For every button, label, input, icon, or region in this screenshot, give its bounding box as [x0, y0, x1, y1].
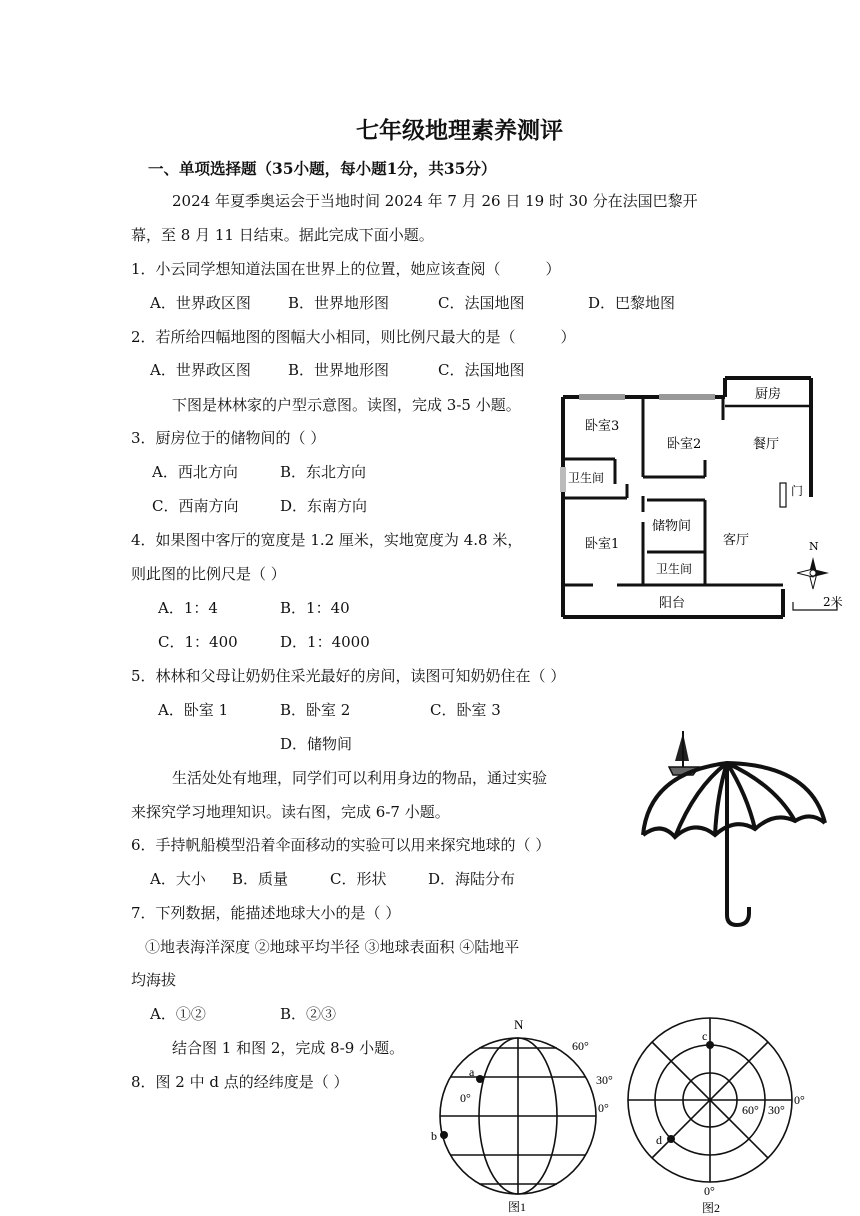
q1-option-d[interactable]: D．巴黎地图 — [588, 294, 676, 312]
kitchen-label: 厨房 — [755, 387, 782, 402]
intro-paragraph-1-line-1: 2024 年夏季奥运会于当地时间 2024 年 7 月 26 日 19 时 30 分在法国巴黎开 — [172, 192, 698, 210]
q6-option-a[interactable]: A．大小 — [150, 870, 206, 888]
globe-2-lat0-label: 0° — [794, 1093, 805, 1107]
point-b-marker — [440, 1131, 448, 1139]
q3-option-b[interactable]: B．东北方向 — [280, 463, 367, 481]
q4-option-d[interactable]: D．1：4000 — [280, 633, 370, 651]
q3-option-c[interactable]: C．西南方向 — [152, 497, 239, 515]
compass-icon — [797, 557, 829, 589]
q1-option-b[interactable]: B．世界地形图 — [288, 294, 390, 312]
storage-label: 储物间 — [652, 519, 692, 534]
question-1-stem: 1．小云同学想知道法国在世界上的位置，她应该查阅（ ） — [131, 260, 561, 278]
question-7-items-line-1: ①地表海洋深度 ②地球平均半径 ③地球表面积 ④陆地平 — [145, 938, 520, 956]
floor-plan-walls — [563, 378, 811, 617]
door-symbol — [780, 483, 786, 507]
dining-label: 餐厅 — [753, 437, 780, 452]
point-c-label: c — [702, 1029, 708, 1043]
floor-plan-figure — [555, 372, 855, 622]
scale-label: 2米 — [823, 595, 843, 609]
q2-option-c[interactable]: C．法国地图 — [438, 361, 525, 379]
globe-1-lat30-label: 30° — [596, 1073, 613, 1087]
question-6-stem: 6．手持帆船模型沿着伞面移动的实验可以用来探究地球的（ ） — [131, 836, 551, 854]
point-b-label: b — [431, 1129, 437, 1143]
door-label: 门 — [791, 484, 804, 498]
living-label: 客厅 — [723, 533, 750, 548]
q1-option-c[interactable]: C．法国地图 — [438, 294, 525, 312]
question-4-stem-line-2: 则此图的比例尺是（ ） — [131, 565, 286, 583]
globe-figure-1 — [428, 1012, 620, 1216]
intro-paragraph-3-line-1: 生活处处有地理，同学们可以利用身边的物品，通过实验 — [172, 769, 548, 787]
umbrella-icon — [643, 763, 825, 925]
globe-1-equator-label: 0° — [598, 1101, 609, 1115]
umbrella-figure — [635, 725, 835, 935]
q7-option-b[interactable]: B．②③ — [280, 1005, 337, 1023]
q5-option-a[interactable]: A．卧室 1 — [158, 701, 229, 719]
intro-paragraph-2: 下图是林林家的户型示意图。读图，完成 3-5 小题。 — [172, 396, 521, 414]
globe-2-lat60-label: 60° — [742, 1103, 759, 1117]
q4-option-b[interactable]: B．1：40 — [280, 599, 350, 617]
compass-north-label: N — [809, 540, 819, 553]
point-d-label: d — [656, 1133, 662, 1147]
bedroom3-label: 卧室3 — [585, 419, 620, 434]
q1-option-a[interactable]: A．世界政区图 — [150, 294, 251, 312]
question-3-stem: 3．厨房位于的储物间的（ ） — [131, 429, 326, 447]
globe-2-caption: 图2 — [702, 1201, 721, 1215]
question-5-stem: 5．林林和父母让奶奶住采光最好的房间，读图可知奶奶住在（ ） — [131, 667, 566, 685]
q4-option-a[interactable]: A．1：4 — [158, 599, 218, 617]
globe-1-grid — [440, 1038, 596, 1194]
q4-option-c[interactable]: C．1：400 — [158, 633, 238, 651]
bedroom2-label: 卧室2 — [667, 437, 702, 452]
q6-option-c[interactable]: C．形状 — [330, 870, 387, 888]
q6-option-d[interactable]: D．海陆分布 — [428, 870, 516, 888]
globe-2-lon0-label: 0° — [704, 1184, 715, 1198]
q3-option-d[interactable]: D．东南方向 — [280, 497, 368, 515]
globe-2-lat30-label: 30° — [768, 1103, 785, 1117]
q5-option-b[interactable]: B．卧室 2 — [280, 701, 351, 719]
q2-option-b[interactable]: B．世界地形图 — [288, 361, 390, 379]
question-4-stem-line-1: 4．如果图中客厅的宽度是 1.2 厘米，实地宽度为 4.8 米， — [131, 531, 523, 549]
q2-option-a[interactable]: A．世界政区图 — [150, 361, 251, 379]
question-8-stem: 8．图 2 中 d 点的经纬度是（ ） — [131, 1073, 349, 1091]
bath1-label: 卫生间 — [568, 471, 605, 485]
point-a-label: a — [469, 1065, 475, 1079]
q3-option-a[interactable]: A．西北方向 — [152, 463, 238, 481]
question-7-items-line-2: 均海拔 — [131, 971, 177, 989]
globe-1-lat60-label: 60° — [572, 1039, 589, 1053]
intro-paragraph-4: 结合图 1 和图 2，完成 8-9 小题。 — [172, 1039, 405, 1057]
intro-paragraph-3-line-2: 来探究学习地理知识。读右图，完成 6-7 小题。 — [131, 803, 450, 821]
point-a-marker — [476, 1075, 484, 1083]
q5-option-c[interactable]: C．卧室 3 — [430, 701, 501, 719]
balcony-label: 阳台 — [659, 596, 686, 611]
globe-1-north-label: N — [514, 1017, 524, 1032]
bath2-label: 卫生间 — [656, 562, 693, 576]
globe-1-caption: 图1 — [508, 1200, 527, 1214]
page-title: 七年级地理素养测评 — [356, 117, 563, 144]
question-2-stem: 2．若所给四幅地图的图幅大小相同，则比例尺最大的是（ ） — [131, 328, 576, 346]
q6-option-b[interactable]: B．质量 — [232, 870, 289, 888]
globe-1-lon0-label: 0° — [460, 1091, 471, 1105]
section-heading: 一、单项选择题（35小题，每小题1分，共35分） — [148, 159, 497, 178]
point-d-marker — [667, 1135, 675, 1143]
q7-option-a[interactable]: A．①② — [150, 1005, 206, 1023]
intro-paragraph-1-line-2: 幕，至 8 月 11 日结束。据此完成下面小题。 — [131, 226, 434, 244]
bedroom1-label: 卧室1 — [585, 537, 620, 552]
q5-option-d[interactable]: D．储物间 — [280, 735, 353, 753]
globe-figure-2 — [620, 1008, 812, 1216]
question-7-stem: 7．下列数据，能描述地球大小的是（ ） — [131, 904, 401, 922]
